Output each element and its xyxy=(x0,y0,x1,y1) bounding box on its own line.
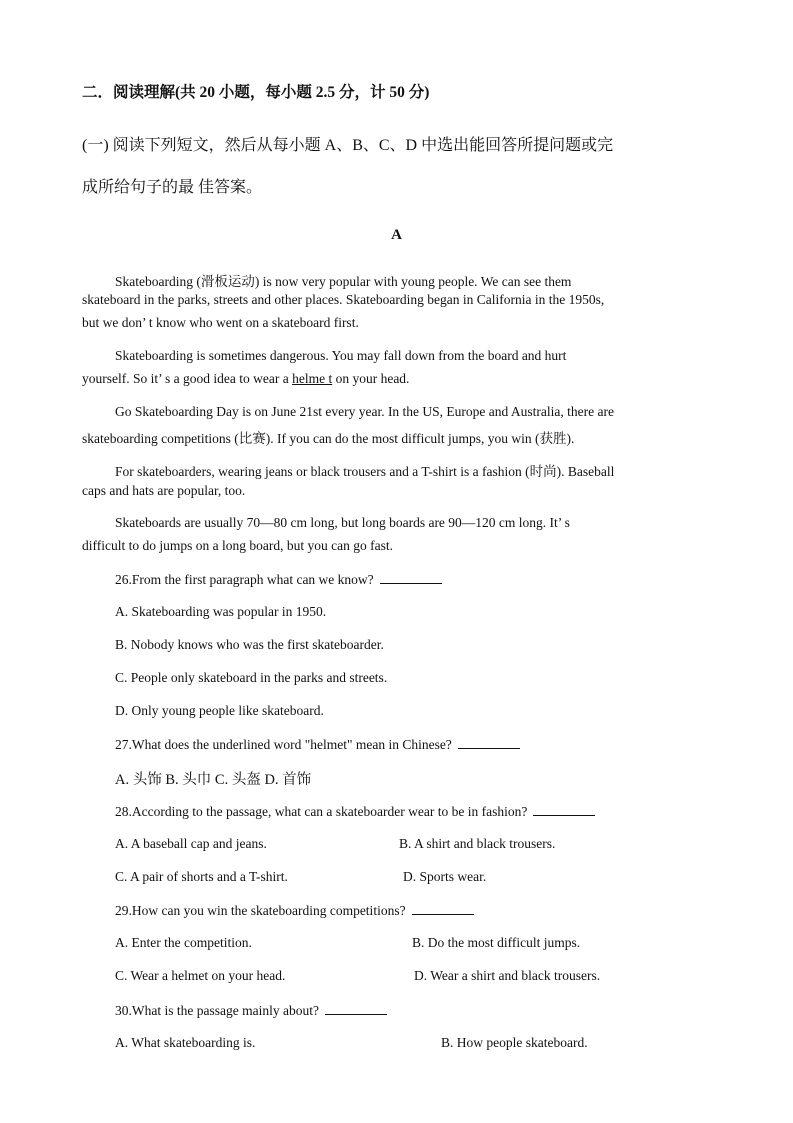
answer-blank-29[interactable] xyxy=(412,902,474,915)
option-28-a: A. A baseball cap and jeans. xyxy=(115,836,267,851)
answer-blank-30[interactable] xyxy=(325,1002,387,1015)
question-28 xyxy=(115,803,595,820)
option-26-d: D. Only young people like skateboard. xyxy=(115,703,324,718)
question-30 xyxy=(115,1002,387,1019)
paragraph-1-line-3: but we don’ t know who went on a skateboard first. xyxy=(82,315,359,330)
paragraph-2-line-1: Skateboarding is sometimes dangerous. You may fall down from the board and hurt xyxy=(115,348,567,363)
passage-title: A xyxy=(391,227,402,243)
option-29-a: A. Enter the competition. xyxy=(115,935,252,950)
option-28-c: C. A pair of shorts and a T-shirt. xyxy=(115,869,288,884)
paragraph-5-line-1: Skateboards are usually 70—80 cm long, but long boards are 90—120 cm long. It’ s xyxy=(115,515,570,530)
option-26-b: B. Nobody knows who was the first skateboarder. xyxy=(115,637,384,652)
question-26-text: 26.From the first paragraph what can we know? xyxy=(115,572,374,587)
answer-blank-27[interactable] xyxy=(458,736,520,749)
paragraph-3-line-2: skateboarding competitions (比赛). If you can do the most difficult jumps, you win (获胜). xyxy=(82,431,575,446)
question-29 xyxy=(115,902,474,919)
paragraph-1-line-1: Skateboarding (滑板运动) is now very popular with young people. We can see them xyxy=(115,274,572,289)
option-30-b: B. How people skateboard. xyxy=(441,1035,588,1050)
question-30-text: 30.What is the passage mainly about? xyxy=(115,1003,319,1018)
question-29-text: 29.How can you win the skateboarding competitions? xyxy=(115,903,406,918)
paragraph-2-text-after: on your head. xyxy=(332,371,410,386)
option-28-d: D. Sports wear. xyxy=(403,869,487,884)
instruction-line-1: (一) 阅读下列短文，然后从每小题 A、B、C、D 中选出能回答所提问题或完 xyxy=(82,137,614,154)
option-29-c: C. Wear a helmet on your head. xyxy=(115,968,286,983)
option-30-a: A. What skateboarding is. xyxy=(115,1035,256,1050)
option-26-c: C. People only skateboard in the parks and streets. xyxy=(115,670,388,685)
instruction-line-2: 成所给句子的最 佳答案。 xyxy=(82,179,263,196)
option-26-a: A. Skateboarding was popular in 1950. xyxy=(115,604,327,619)
question-26 xyxy=(115,571,442,588)
section-heading: 二．阅读理解(共 20 小题，每小题 2.5 分，计 50 分) xyxy=(82,84,430,101)
underlined-word-helmet: helme t xyxy=(292,371,333,386)
option-29-d: D. Wear a shirt and black trousers. xyxy=(414,968,601,983)
question-27-text: 27.What does the underlined word "helmet" mean in Chinese? xyxy=(115,737,452,752)
question-28-text: 28.According to the passage, what can a skateboarder wear to be in fashion? xyxy=(115,804,528,819)
paragraph-4-line-1: For skateboarders, wearing jeans or black trousers and a T-shirt is a fashion (时尚). Baseball xyxy=(115,464,615,479)
paragraph-3-line-1: Go Skateboarding Day is on June 21st every year. In the US, Europe and Australia, there are xyxy=(115,404,614,419)
paragraph-1-line-2: skateboard in the parks, streets and other places. Skateboarding began in California in the 1950s, xyxy=(82,292,605,307)
paragraph-4-line-2: caps and hats are popular, too. xyxy=(82,483,246,498)
question-27 xyxy=(115,736,520,753)
paragraph-5-line-2: difficult to do jumps on a long board, but you can go fast. xyxy=(82,538,393,553)
paragraph-2-line-2 xyxy=(82,371,409,387)
answer-blank-26[interactable] xyxy=(380,571,442,584)
option-28-b: B. A shirt and black trousers. xyxy=(399,836,556,851)
paragraph-2-text-before: yourself. So it’ s a good idea to wear a xyxy=(82,371,293,386)
option-29-b: B. Do the most difficult jumps. xyxy=(412,935,581,950)
answer-blank-28[interactable] xyxy=(533,803,595,816)
options-27: A. 头饰 B. 头巾 C. 头盔 D. 首饰 xyxy=(115,772,312,788)
